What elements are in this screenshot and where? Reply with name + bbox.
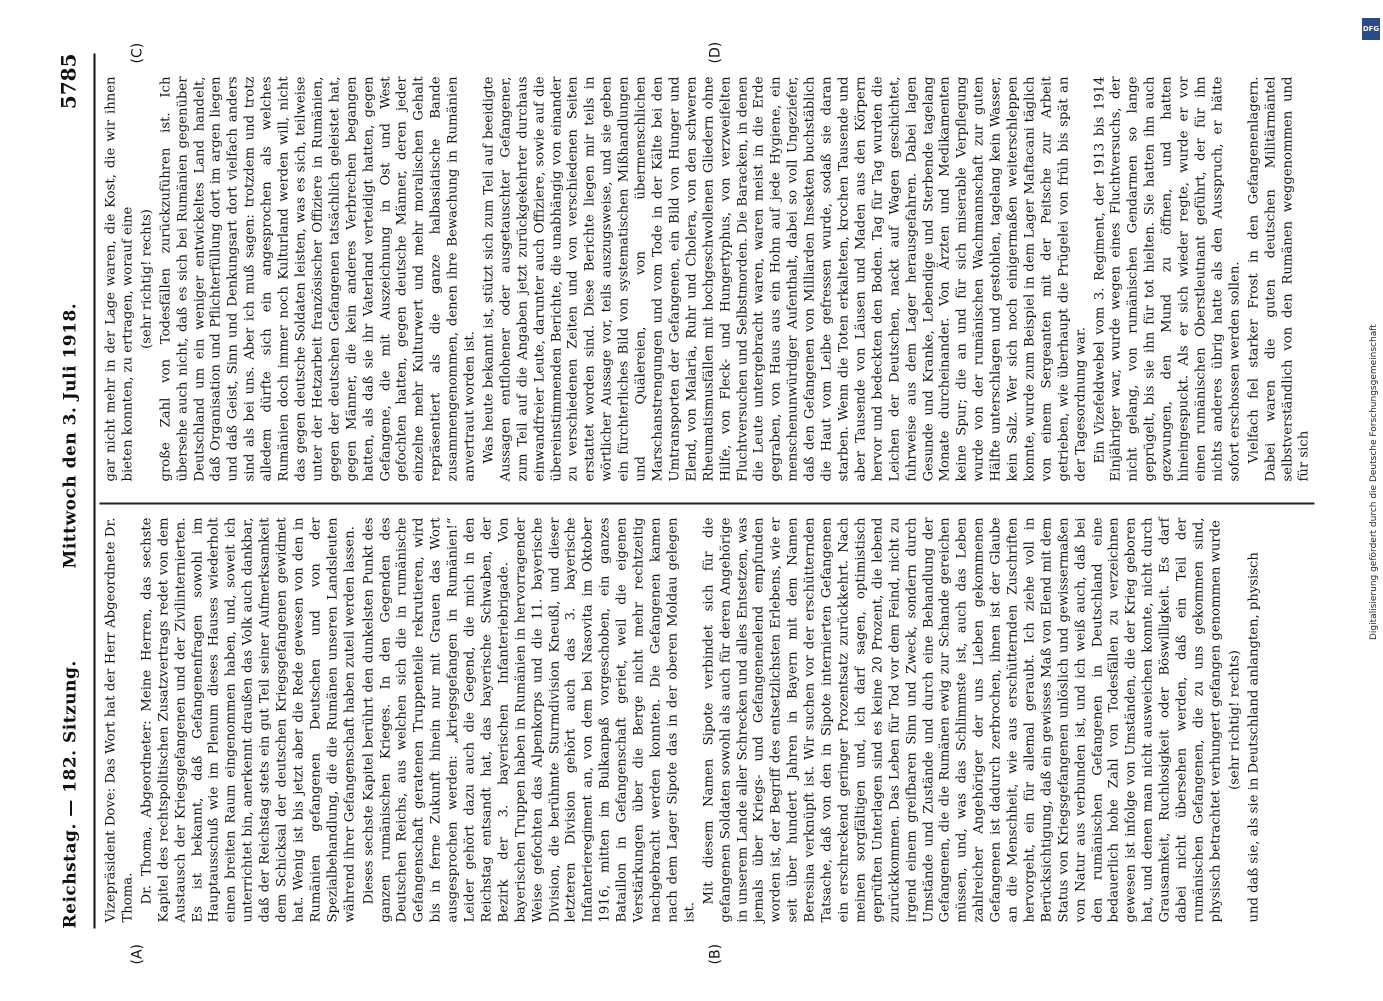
interjection: (sehr richtig! rechts) (139, 209, 155, 349)
header-date: Mittwoch den 3. Juli 1918. (60, 302, 81, 569)
paragraph: Ein Vizefeldwebel vom 3. Regiment, der 1913 bis 1914 Einjähriger war, wurde wegen eines Fluchtversuchs, der nicht gelang, von rumänischen Gendarmen so lange geprügelt, bis sie ihn für tot hielten. Sie hatten ihn auch gezwungen, den Mund zu öffnen, und hatten hineingespuckt. Als er sich wieder regte, wurde er vor einen rumänischen Oberstleutnant geführt, der für ihn nichts anderes übrig hatte als den Ausspruch, er hätte sofort erschossen werden sollen. (1092, 76, 1243, 482)
margin-marker-c: (C) (129, 42, 146, 64)
paragraph: Vizepräsident Dove: Das Wort hat der Herr Abgeordnete Dr. Thoma. (103, 517, 136, 923)
right-column (103, 76, 1312, 482)
digitization-credit: Digitalisierung gefördert durch die Deutsche Forschungsgemeinschaft (1369, 324, 1379, 640)
dfg-logo: DFG (1362, 18, 1380, 40)
margin-marker-d: (D) (707, 41, 724, 64)
document-page (0, 1, 1383, 1001)
paragraph: gar nicht mehr in der Lage waren, die Kost, die wir ihnen bieten konnten, zu ertragen, worauf eine (103, 76, 136, 482)
paragraph: Dieses sechste Kapitel berührt den dunkelsten Punkt des ganzen rumänischen Krieges. In den Gegenden des Deutschen Reichs, aus welchen sich die in rumänische Gefangenschaft geratenen Truppenteile rekrutieren, wird bis in ferne Zukunft hinein nur mit Grauen das Wort ausgesprochen werden: „kriegsgefangen in Rumänien!“ Leider gehört dazu auch die Gegend, die mich in den Reichstag entsandt hat, das bayerische Schwaben, der Bezirk der 3. bayerischen Infanteriebrigade. Von bayerischen Truppen haben in Rumänien in hervorragender Weise gefochten das Alpenkorps und die 11. bayerische Division, die berühmte Sturmdivision Kneußl, und dieser letzteren Division gehört auch das 3. bayerische Infanterieregiment an, von dem bei Nasovita im Oktober 1916, mitten im Bulkanpaß vorgeschoben, ein ganzes Bataillon in Gefangenschaft geriet, weil die eigenen Verstärkungen über die Berge nicht mehr rechtzeitig nachgebracht werden konnten. Die Gefangenen kamen nach dem Lager Sipote das in der oberen Moldau gelegen ist. (361, 517, 698, 923)
paragraph: Vielfach fiel starker Frost in den Gefangenenlagern. Dabei waren die guten deutschen Militärmäntel selbstverständlich von den Rumänen weggenommen und für sich (1246, 76, 1312, 482)
paragraph: große Zahl von Todesfällen zurückzuführen ist. Ich übersehe auch nicht, daß es sich bei Rumänien gegenüber Deutschland um ein weniger entwickeltes Land handelt, daß Organisation und Pflichterfüllung dort im argen liegen und daß Geist, Sinn und Denkungsart dort vielfach anders sind als bei uns. Aber ich muß sagen: trotzdem und trotz alledem dürfte sich ein angesprochen als welches Rumänien doch immer noch Kulturland werden will, nicht das gegen deutsche Soldaten leisten, was es sich, teilweise unter der Hetzarbeit französischer Offiziere in Rumänien, gegen der deutschen Gefangenen tatsächlich geleistet hat, gegen Männer, die kein anderes Verbrechen begangen hatten, als daß sie ihr Vaterland verteidigt hatten, gegen Gefangene, die mit Auszeichnung in Ost und West gefochten hatten, gegen deutsche Männer, deren jeder einzelne mehr Kulturwert und mehr moralischen Gehalt repräsentiert als die ganze halbasiatische Bande zusammengenommen, denen ihre Bewachung in Rumänien anvertraut worden ist. (158, 76, 478, 482)
paragraph: und daß sie, als sie in Deutschland anlangten, physisch (1246, 552, 1262, 923)
header-session: Reichstag. — 182. Sitzung. (60, 660, 81, 929)
paragraph: Was heute bekannt ist, stützt sich zum Teil auf beeidigte Aussagen entflohener oder ausgetauschter Gefangener, zum Teil auf die Angaben jetzt zurückgekehrter durchaus einwandfreier Leute, darunter auch Offiziere, sowie auf die übereinstimmenden Berichte, die unabhängig von einander zu verschiedenen Zeiten und von verschiedenen Seiten erstattet worden sind. Diese Berichte liegen mir teils in wörtlicher Aussage vor, teils auszugsweise, und sie geben ein fürchterliches Bild von systematischen Mißhandlungen und Quälereien, von übermenschlichen Marschanstrengungen und vom Tode in der Kälte bei den Umtransporten der Gefangenen, ein Bild von Hunger und Elend, von Malaria, Ruhr und Cholera, von den schweren Rheumatismusfällen mit hochgeschwollenen Gliedern ohne Hilfe, von Fleck- und Hungertyphus, von verzweifelten Fluchtversuchen und Selbstmorden. Die Baracken, in denen die Leute untergebracht waren, waren meist in die Erde gegraben, von Haus aus ein Hohn auf jede Hygiene, ein menschenunwürdiger Aufenthalt, dabei so voll Ungeziefer, daß den Gefangenen von Milliarden Insekten buchstäblich die Haut vom Leibe gefressen wurde, sodaß sie daran starben. Wenn die Toten erkalteten, krochen Tausende und aber Tausende von Läusen und Maden aus den Körpern hervor und bedeckten den Boden. Tag für Tag wurden die Leichen der Deutschen, nackt auf Wagen geschichtet, fuhrweise aus dem Lager herausgefahren. Dabei lagen Gesunde und Kranke, Lebendige und Sterbende tagelang Monate durcheinander. Von Ärzten und Medikamenten keine Spur; die an und für sich miserable Verpflegung wurde von der rumänischen Wachmannschaft zur guten Hälfte unterschlagen und gestohlen, tagelang kein Wasser, kein Salz. Wer sich noch einigermaßen weiterschleppen konnte, wurde zum Beispiel in dem Lager Maftacani täglich von einem Sergeanten mit der Peitsche zur Arbeit getrieben, wie überhaupt die Prügelei von früh bis spät an der Tagesordnung war. (481, 76, 1089, 482)
interjection: (sehr richtig! rechts) (1227, 650, 1243, 790)
page-header (55, 54, 91, 929)
left-column (104, 518, 1309, 923)
paragraph: Dr. Thoma, Abgeordneter: Meine Herren, das sechste Kapitel des rechtspolitischen Zusatzvertrags redet von dem Austausch der Kriegsgefangenen und der Zivilinternierten. Es ist bekannt, daß Gefangenenfragen sowohl im Hauptausschuß wie im Plenum dieses Hauses wiederholt einen breiten Raum eingenommen haben, und, soweit ich unterrichtet bin, anerkennt draußen das Volk auch dankbar, daß der Reichstag stets ein gut Teil seiner Aufmerksamkeit dem Schicksal der deutschen Kriegsgefangenen gewidmet hat. Wenig ist bis jetzt aber die Rede gewesen von den in Rumänien gefangenen Deutschen und von der Spezialbehandlung, die die Rumänen unseren Landsleuten während ihrer Gefangenschaft haben zuteil werden lassen. (139, 517, 358, 923)
column-divider (100, 503, 1315, 505)
margin-marker-b: (B) (707, 943, 724, 965)
margin-marker-a: (A) (129, 943, 146, 965)
page-number: 5785 (56, 53, 81, 110)
paragraph: Mit diesem Namen Sipote verbindet sich für die gefangenen Soldaten sowohl als auch für deren Angehörige in unserem Lande aller Schrecken und alles Entsetzen, was jemals über Kriegs- und Gefangenenelend empfunden worden ist, der Begriff des entsetzlichsten Erlebens, wie er seit über hundert Jahren in Bayern mit dem Namen Beresina verknüpft ist. Wir suchen vor der erschütternden Tatsache, daß von den in Sipote internierten Gefangenen ein erschreckend geringer Prozentsatz zurückkehrt. Nach meinen sorgfältigen und, ich darf sagen, optimistisch geprüften Unterlagen sind es keine 20 Prozent, die lebend zurückkommen. Das Leben für Tod vor dem Feind, nicht zu irgend einem greifbaren Sinn und Zweck, sondern durch Umstände und Zustände und durch eine Behandlung der Gefangenen, die die Rumänen ewig zur Schande gereichen müssen, und, was das Schlimmste ist, auch das Leben zahlreicher Angehöriger der uns Lieben gekommenen Gefangenen ist dadurch zerbrochen, ihnen ist der Glaube an die Menschheit, wie aus erschütternden Zuschriften hervorgeht, ein für allemal geraubt. Ich ziehe voll in Berücksichtigung, daß ein gewisses Maß von Elend mit dem Status von Kriegsgefangenen unlöslich und gewissermaßen von Natur aus verbunden ist, und ich weiß auch, daß bei den rumänischen Gefangenen in Deutschland eine bedauerlich hohe Zahl von Todesfällen zu verzeichnen gewesen ist infolge von Umständen, die der Krieg geboren hat, und denen man nicht ausweichen konnte, nicht durch Grausamkeit, Ruchlosigkeit oder Böswilligkeit. Es darf dabei nicht übersehen werden, daß ein Teil der rumänischen Gefangenen, die zu uns gekommen sind, physisch betrachtet verhungert gefangen genommen wurde (701, 517, 1224, 923)
header-rule (94, 54, 96, 929)
